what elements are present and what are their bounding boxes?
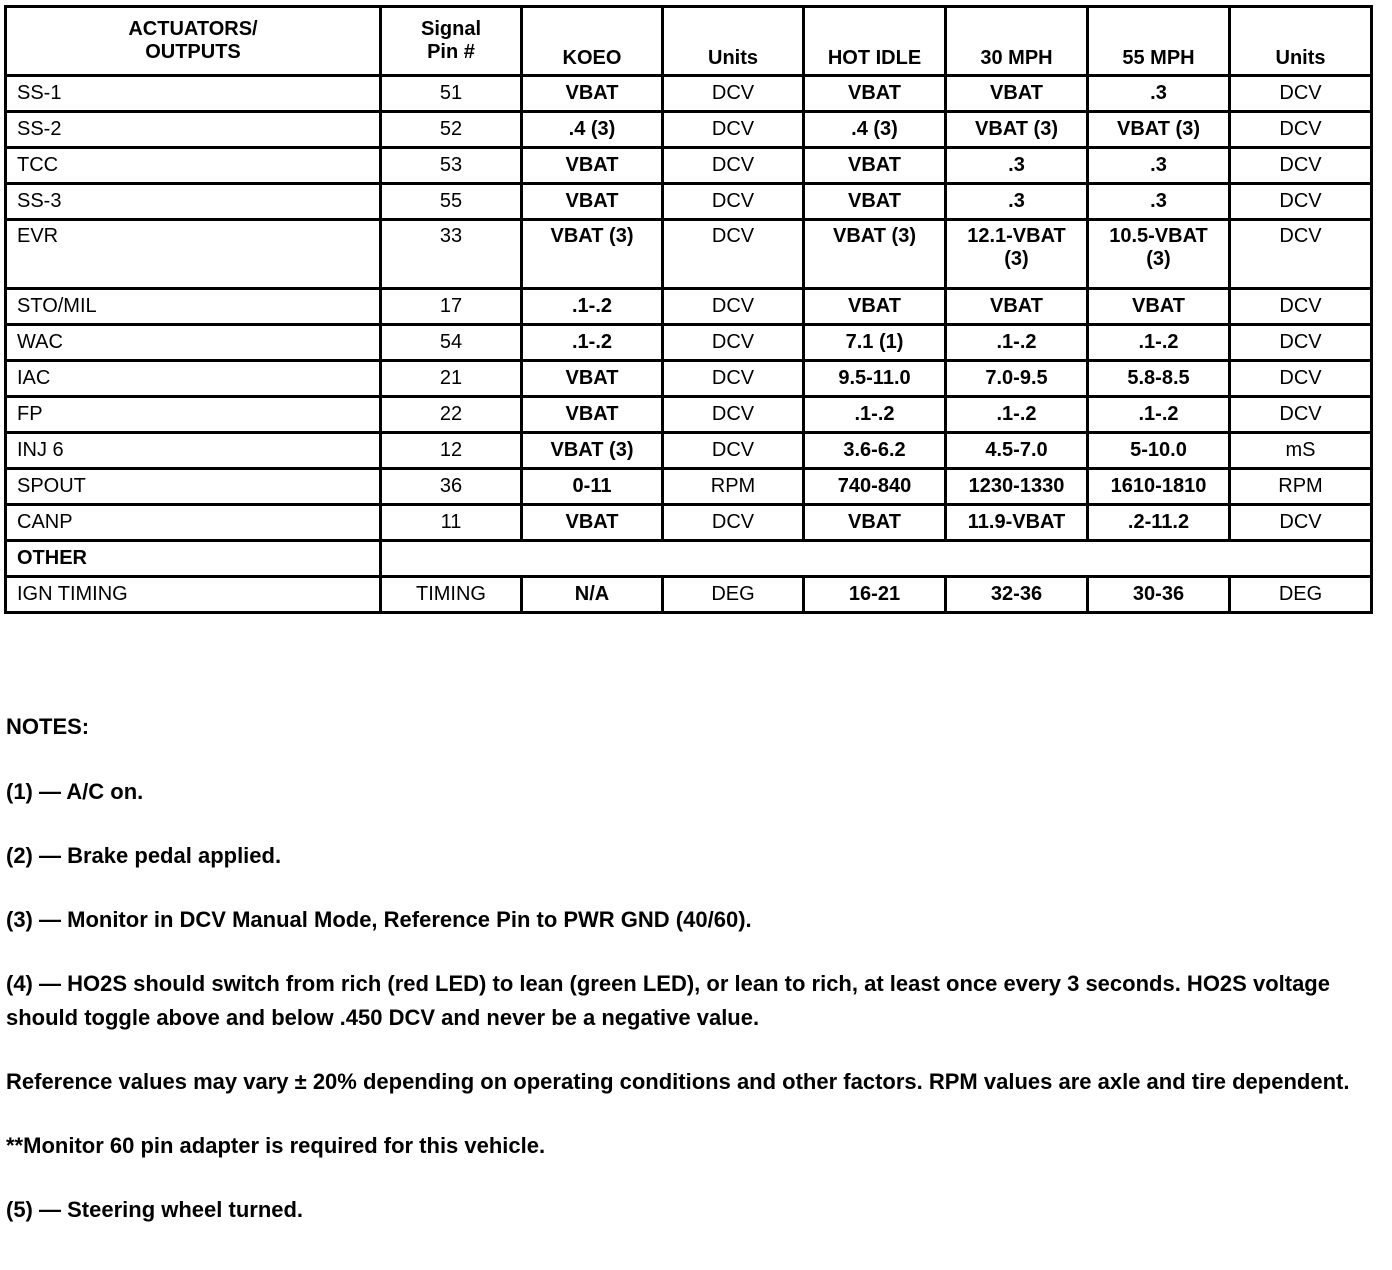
header-line: Pin # xyxy=(427,41,475,63)
cell-line: (3) xyxy=(1004,248,1029,270)
table-row xyxy=(6,433,1372,469)
cell-koeo: VBAT (3) xyxy=(522,220,663,289)
header-koeo: KOEO xyxy=(522,7,663,76)
cell-signal-pin: 36 xyxy=(381,469,522,505)
cell-30-mph: 11.9-VBAT xyxy=(946,505,1088,541)
cell-units: DCV xyxy=(663,220,804,289)
section-label-other: OTHER xyxy=(6,541,381,577)
cell-units-2: RPM xyxy=(1230,469,1372,505)
cell-hot-idle: VBAT (3) xyxy=(804,220,946,289)
cell-55-mph: 30-36 xyxy=(1088,577,1230,613)
note-4: (4) — HO2S should switch from rich (red LED) to lean (green LED), or lean to rich, at least once every 3 seconds. HO2S voltage should toggle above and below .450 DCV and never be a negative value. xyxy=(6,971,1330,1030)
table-row xyxy=(6,148,1372,184)
table-row xyxy=(6,289,1372,325)
table-row xyxy=(6,361,1372,397)
cell-units: RPM xyxy=(663,469,804,505)
cell-hot-idle: VBAT xyxy=(804,505,946,541)
cell-30-mph: VBAT (3) xyxy=(946,112,1088,148)
cell-55-mph xyxy=(1088,220,1230,289)
cell-55-mph: .1-.2 xyxy=(1088,325,1230,361)
table-row xyxy=(6,397,1372,433)
cell-koeo: VBAT xyxy=(522,397,663,433)
header-signal-pin xyxy=(381,7,522,76)
cell-signal-pin: 11 xyxy=(381,505,522,541)
cell-name: TCC xyxy=(6,148,381,184)
cell-units-2: DCV xyxy=(1230,325,1372,361)
cell-units: DCV xyxy=(663,433,804,469)
table-row xyxy=(6,505,1372,541)
cell-30-mph: .1-.2 xyxy=(946,325,1088,361)
cell-55-mph: .2-11.2 xyxy=(1088,505,1230,541)
cell-line: (3) xyxy=(1146,248,1171,270)
table-row xyxy=(6,76,1372,112)
cell-line: 10.5-VBAT xyxy=(1109,225,1208,247)
cell-signal-pin: 54 xyxy=(381,325,522,361)
cell-signal-pin: 22 xyxy=(381,397,522,433)
cell-name: SS-2 xyxy=(6,112,381,148)
cell-signal-pin: 33 xyxy=(381,220,522,289)
cell-signal-pin: 17 xyxy=(381,289,522,325)
cell-55-mph: 5-10.0 xyxy=(1088,433,1230,469)
table-row xyxy=(6,112,1372,148)
cell-55-mph: .3 xyxy=(1088,184,1230,220)
table-row xyxy=(6,577,1372,613)
cell-name: IGN TIMING xyxy=(6,577,381,613)
cell-units: DCV xyxy=(663,397,804,433)
cell-name: FP xyxy=(6,397,381,433)
header-units: Units xyxy=(663,7,804,76)
cell-signal-pin: 51 xyxy=(381,76,522,112)
cell-name: STO/MIL xyxy=(6,289,381,325)
cell-signal-pin: 52 xyxy=(381,112,522,148)
cell-30-mph: VBAT xyxy=(946,76,1088,112)
header-actuators-outputs xyxy=(6,7,381,76)
cell-koeo: .1-.2 xyxy=(522,325,663,361)
header-line: OUTPUTS xyxy=(145,41,241,63)
cell-koeo: VBAT xyxy=(522,148,663,184)
cell-55-mph: .3 xyxy=(1088,76,1230,112)
cell-units-2: mS xyxy=(1230,433,1372,469)
cell-30-mph xyxy=(946,220,1088,289)
cell-line: 12.1-VBAT xyxy=(967,225,1066,247)
cell-hot-idle: 7.1 (1) xyxy=(804,325,946,361)
table-body xyxy=(6,76,1372,613)
cell-units-2: DCV xyxy=(1230,76,1372,112)
cell-30-mph: 1230-1330 xyxy=(946,469,1088,505)
cell-name: SS-1 xyxy=(6,76,381,112)
section-empty-cell xyxy=(381,541,1372,577)
header-units-2: Units xyxy=(1230,7,1372,76)
cell-signal-pin: 12 xyxy=(381,433,522,469)
cell-55-mph: 5.8-8.5 xyxy=(1088,361,1230,397)
cell-units: DCV xyxy=(663,184,804,220)
cell-30-mph: 4.5-7.0 xyxy=(946,433,1088,469)
cell-name: INJ 6 xyxy=(6,433,381,469)
actuator-spec-table xyxy=(4,5,1373,614)
cell-units: DCV xyxy=(663,289,804,325)
cell-units: DCV xyxy=(663,505,804,541)
cell-30-mph: 32-36 xyxy=(946,577,1088,613)
notes-section xyxy=(6,710,1376,1257)
cell-units: DEG xyxy=(663,577,804,613)
cell-koeo: VBAT xyxy=(522,184,663,220)
cell-koeo: .1-.2 xyxy=(522,289,663,325)
notes-heading: NOTES: xyxy=(6,714,90,739)
cell-hot-idle: VBAT xyxy=(804,76,946,112)
cell-name: WAC xyxy=(6,325,381,361)
cell-koeo: N/A xyxy=(522,577,663,613)
header-hot-idle: HOT IDLE xyxy=(804,7,946,76)
table-row xyxy=(6,220,1372,289)
cell-units-2: DCV xyxy=(1230,361,1372,397)
cell-units-2: DCV xyxy=(1230,397,1372,433)
cell-units-2: DCV xyxy=(1230,220,1372,289)
note-3: (3) — Monitor in DCV Manual Mode, Reference Pin to PWR GND (40/60). xyxy=(6,907,752,932)
cell-koeo: 0-11 xyxy=(522,469,663,505)
cell-units: DCV xyxy=(663,325,804,361)
table-row xyxy=(6,184,1372,220)
cell-30-mph: 7.0-9.5 xyxy=(946,361,1088,397)
table-header-row xyxy=(6,7,1372,76)
cell-30-mph: VBAT xyxy=(946,289,1088,325)
cell-hot-idle: 9.5-11.0 xyxy=(804,361,946,397)
cell-55-mph: VBAT (3) xyxy=(1088,112,1230,148)
cell-koeo: VBAT xyxy=(522,361,663,397)
cell-hot-idle: 3.6-6.2 xyxy=(804,433,946,469)
cell-30-mph: .1-.2 xyxy=(946,397,1088,433)
note-1: (1) — A/C on. xyxy=(6,779,144,804)
cell-signal-pin: 21 xyxy=(381,361,522,397)
header-line: Signal xyxy=(420,18,481,40)
cell-signal-pin: TIMING xyxy=(381,577,522,613)
cell-name: CANP xyxy=(6,505,381,541)
cell-55-mph: .1-.2 xyxy=(1088,397,1230,433)
cell-units-2: DCV xyxy=(1230,184,1372,220)
note-5: (5) — Steering wheel turned. xyxy=(6,1197,304,1222)
cell-hot-idle: VBAT xyxy=(804,148,946,184)
cell-units-2: DCV xyxy=(1230,505,1372,541)
header-30-mph: 30 MPH xyxy=(946,7,1088,76)
table-row xyxy=(6,469,1372,505)
header-line: ACTUATORS/ xyxy=(128,18,258,40)
cell-55-mph: 1610-1810 xyxy=(1088,469,1230,505)
cell-hot-idle: 740-840 xyxy=(804,469,946,505)
cell-units: DCV xyxy=(663,112,804,148)
cell-units-2: DCV xyxy=(1230,148,1372,184)
cell-koeo: .4 (3) xyxy=(522,112,663,148)
note-monitor-adapter: **Monitor 60 pin adapter is required for this vehicle. xyxy=(6,1133,546,1158)
cell-units-2: DEG xyxy=(1230,577,1372,613)
cell-hot-idle: VBAT xyxy=(804,289,946,325)
cell-30-mph: .3 xyxy=(946,148,1088,184)
cell-hot-idle: .1-.2 xyxy=(804,397,946,433)
cell-55-mph: VBAT xyxy=(1088,289,1230,325)
table-row xyxy=(6,325,1372,361)
cell-units-2: DCV xyxy=(1230,289,1372,325)
cell-signal-pin: 53 xyxy=(381,148,522,184)
cell-name: SS-3 xyxy=(6,184,381,220)
cell-koeo: VBAT xyxy=(522,505,663,541)
cell-units: DCV xyxy=(663,148,804,184)
cell-hot-idle: .4 (3) xyxy=(804,112,946,148)
cell-koeo: VBAT xyxy=(522,76,663,112)
cell-name: EVR xyxy=(6,220,381,289)
cell-55-mph: .3 xyxy=(1088,148,1230,184)
cell-hot-idle: 16-21 xyxy=(804,577,946,613)
cell-name: SPOUT xyxy=(6,469,381,505)
cell-units: DCV xyxy=(663,361,804,397)
table-section-row xyxy=(6,541,1372,577)
cell-signal-pin: 55 xyxy=(381,184,522,220)
cell-30-mph: .3 xyxy=(946,184,1088,220)
note-reference-values: Reference values may vary ± 20% depending on operating conditions and other factors. RPM values are axle and tire dependent. xyxy=(6,1069,1350,1094)
cell-hot-idle: VBAT xyxy=(804,184,946,220)
cell-units: DCV xyxy=(663,76,804,112)
note-2: (2) — Brake pedal applied. xyxy=(6,843,282,868)
cell-name: IAC xyxy=(6,361,381,397)
cell-koeo: VBAT (3) xyxy=(522,433,663,469)
header-55-mph: 55 MPH xyxy=(1088,7,1230,76)
cell-units-2: DCV xyxy=(1230,112,1372,148)
